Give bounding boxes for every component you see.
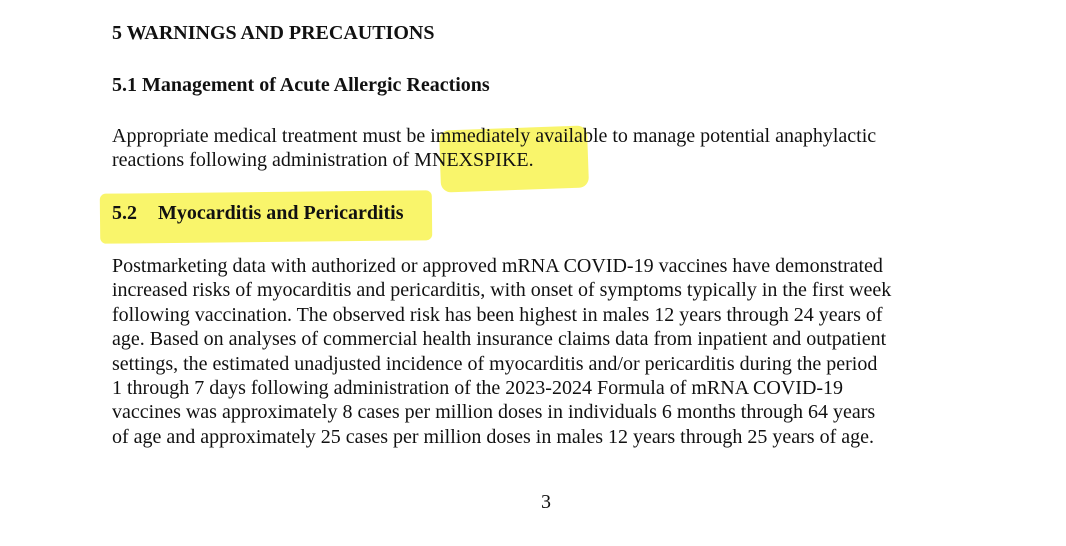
paragraph-myocarditis (112, 254, 891, 449)
paragraph-line: 1 through 7 days following administration of the 2023-2024 Formula of mRNA COVID-19 (112, 377, 844, 400)
subsection-heading-5-1: 5.1 Management of Acute Allergic Reactions (112, 74, 490, 96)
paragraph-line: of age and approximately 25 cases per million doses in males 12 years through 25 years of age. (112, 425, 875, 448)
paragraph-line: vaccines was approximately 8 cases per million doses in individuals 6 months through 64 years (112, 401, 876, 424)
subsection-heading-5-2 (112, 200, 404, 226)
section-heading: 5 WARNINGS AND PRECAUTIONS (112, 22, 435, 44)
subsection-number: 5.2 (112, 202, 137, 224)
paragraph-line: Postmarketing data with authorized or approved mRNA COVID-19 vaccines have demonstrated (112, 255, 883, 277)
paragraph-line: increased risks of myocarditis and pericarditis, with onset of symptoms typically in the first week (112, 279, 892, 302)
paragraph-line: settings, the estimated unadjusted incidence of myocarditis and/or pericarditis during the period (112, 352, 878, 375)
paragraph-line: reactions following administration of MNEXSPIKE. (112, 149, 534, 172)
page-number: 3 (541, 491, 551, 513)
subsection-title: Myocarditis and Pericarditis (158, 202, 404, 224)
paragraph-allergic-reactions (112, 124, 876, 173)
paragraph-line: Appropriate medical treatment must be immediately available to manage potential anaphylactic (112, 125, 877, 147)
paragraph-line: age. Based on analyses of commercial health insurance claims data from inpatient and outpatient (112, 328, 887, 351)
paragraph-line: following vaccination. The observed risk has been highest in males 12 years through 24 years of (112, 303, 883, 326)
